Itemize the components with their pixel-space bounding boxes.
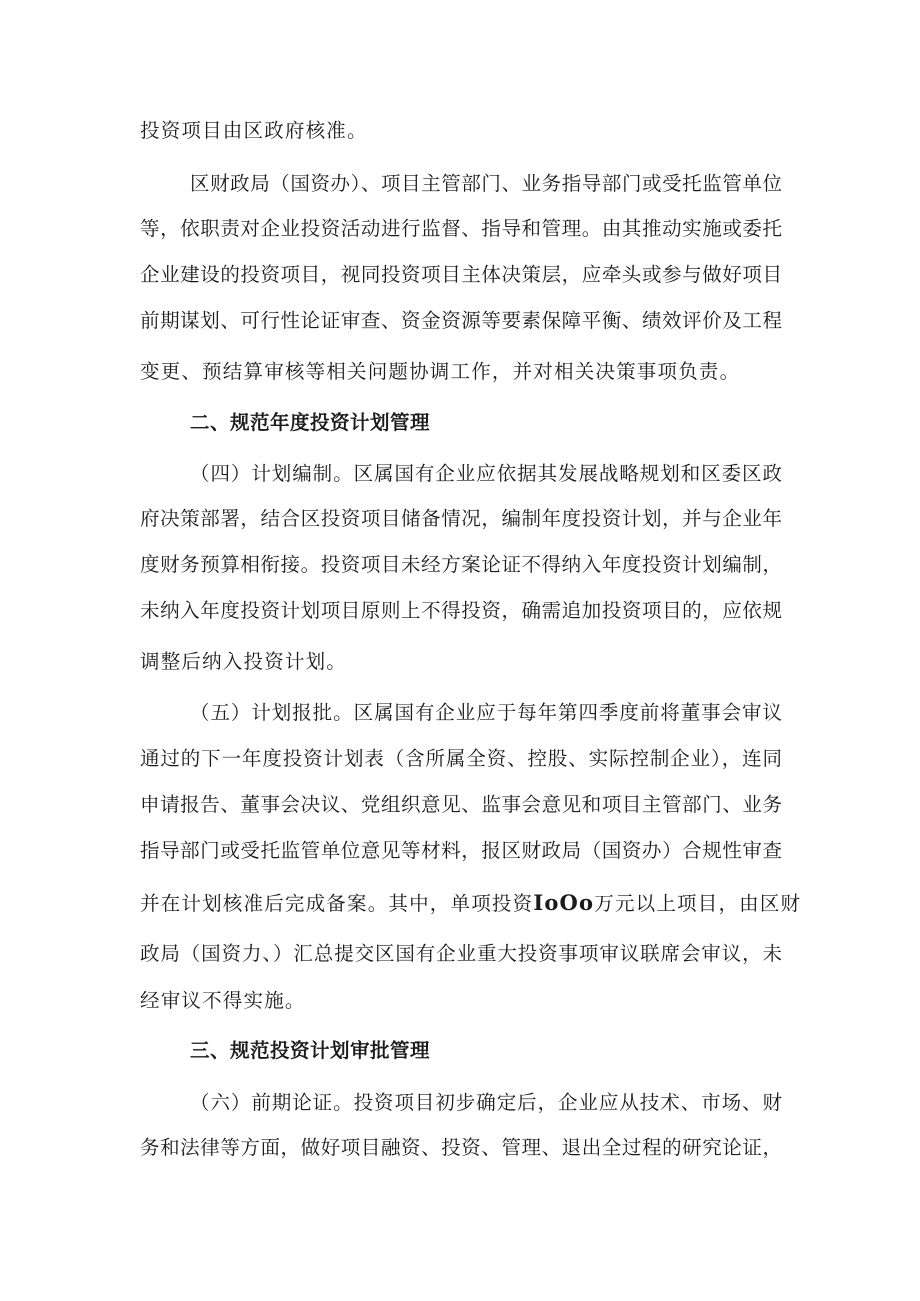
paragraph-2-line-3: 企业建设的投资项目，视同投资项目主体决策层，应牵头或参与做好项目 — [140, 263, 782, 286]
paragraph-3-line-2: 府决策部署，结合区投资项目储备情况，编制年度投资计划，并与企业年 — [140, 507, 782, 530]
paragraph-2-line-4: 前期谋划、可行性论证审查、资金资源等要素保障平衡、绩效评价及工程 — [140, 309, 782, 332]
paragraph-3-line-1: （四）计划编制。区属国有企业应依据其发展战略规划和区委区政 — [190, 462, 782, 485]
paragraph-5-line-1: （六）前期论证。投资项目初步确定后，企业应从技术、市场、财 — [190, 1091, 782, 1114]
paragraph-2-line-5: 变更、预结算审核等相关问题协调工作，并对相关决策事项负责。 — [140, 360, 741, 383]
paragraph-1-line-1: 投资项目由区政府核准。 — [140, 119, 368, 142]
paragraph-4-line-6: 政局（国资力、）汇总提交区国有企业重大投资事项审议联席会审议，未 — [140, 942, 782, 965]
paragraph-4-line-5-part-a: 并在计划核准后完成备案。其中，单项投资 — [140, 892, 534, 915]
section-heading-3: 三、规范投资计划审批管理 — [190, 1039, 431, 1062]
paragraph-4-line-4: 指导部门或受托监管单位意见等材料，报区财政局（国资办）合规性审查 — [140, 839, 782, 862]
paragraph-4-line-7: 经审议不得实施。 — [140, 989, 306, 1012]
paragraph-3-line-5: 调整后纳入投资计划。 — [140, 650, 348, 673]
paragraph-4-line-5 — [140, 890, 801, 917]
section-heading-2: 二、规范年度投资计划管理 — [190, 411, 431, 434]
paragraph-4-line-1: （五）计划报批。区属国有企业应于每年第四季度前将董事会审议 — [190, 701, 782, 724]
paragraph-2-line-1: 区财政局（国资办）、项目主管部门、业务指导部门或受托监管单位 — [190, 172, 782, 195]
paragraph-4-line-5-part-c: 万元以上项目，由区财 — [594, 892, 802, 915]
paragraph-4-line-3: 申请报告、董事会决议、党组织意见、监事会意见和项目主管部门、业务 — [140, 793, 782, 816]
amount-figure: IoOo — [533, 890, 595, 915]
paragraph-5-line-2: 务和法律等方面，做好项目融资、投资、管理、退出全过程的研究论证， — [140, 1136, 782, 1159]
paragraph-2-line-2: 等，依职责对企业投资活动进行监督、指导和管理。由其推动实施或委托 — [140, 217, 782, 240]
paragraph-3-line-4: 未纳入年度投资计划项目原则上不得投资，确需追加投资项目的，应依规 — [140, 599, 782, 622]
paragraph-3-line-3: 度财务预算相衔接。投资项目未经方案论证不得纳入年度投资计划编制， — [140, 553, 782, 576]
paragraph-4-line-2: 通过的下一年度投资计划表（含所属全资、控股、实际控制企业），连同 — [140, 747, 782, 770]
